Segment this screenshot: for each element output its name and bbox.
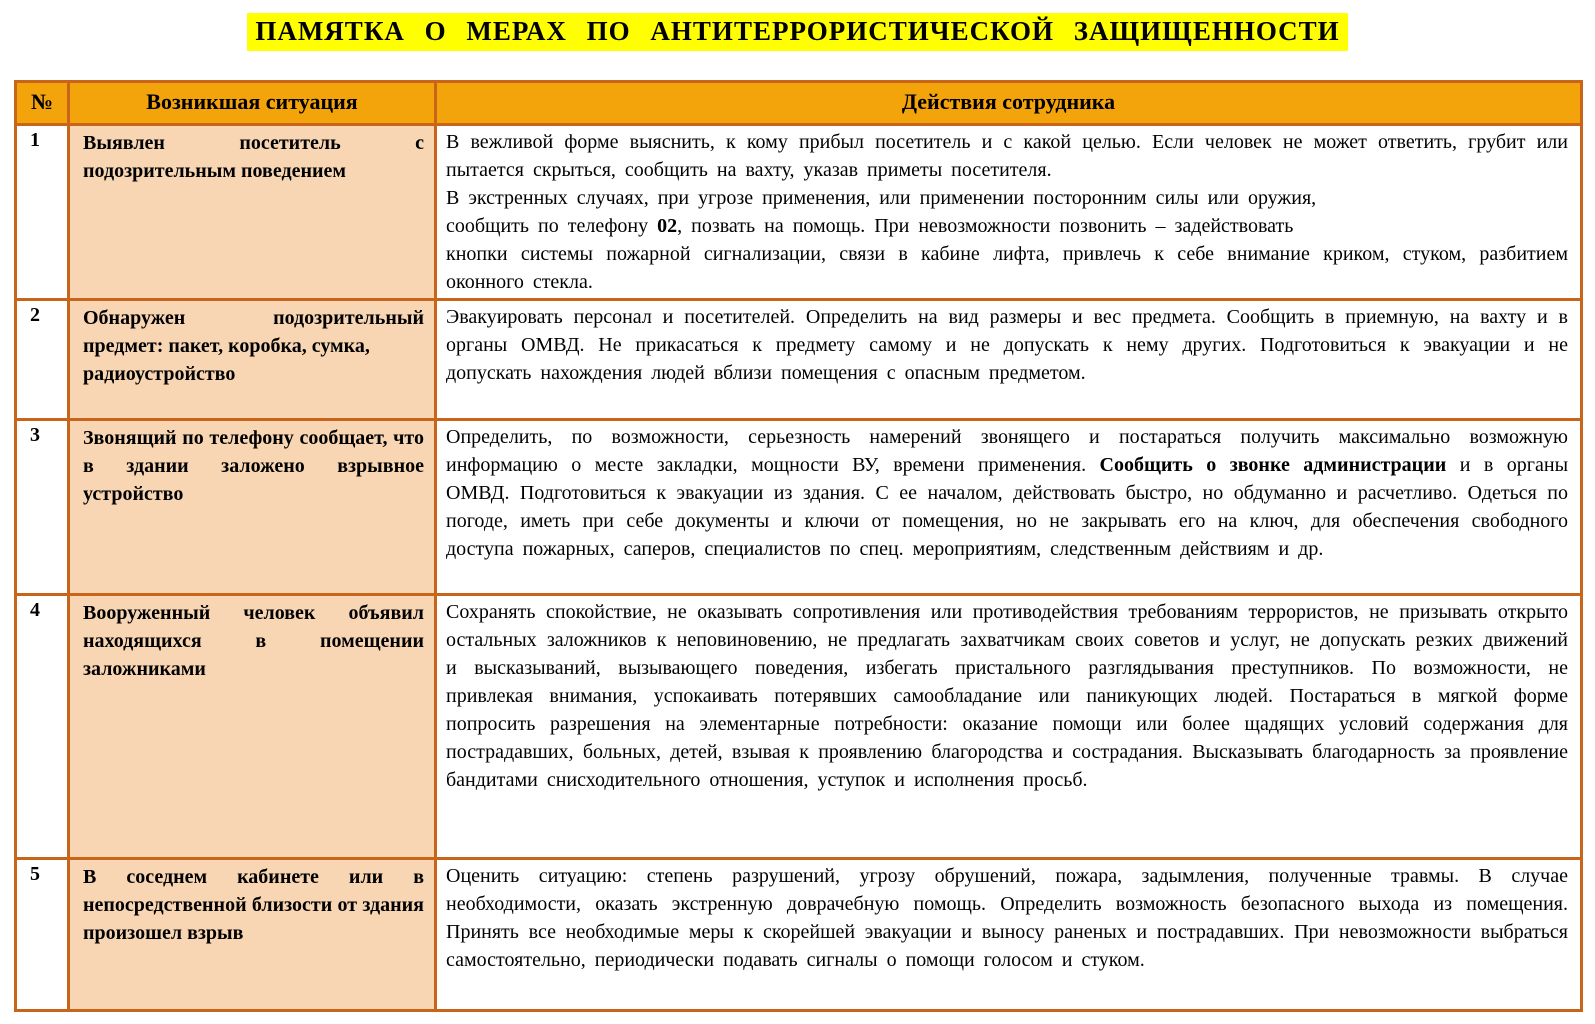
- actions-cell: [436, 125, 1582, 300]
- action-text: сообщить по телефону: [446, 215, 658, 237]
- table-header-row: [16, 82, 1582, 125]
- situation-paragraph: Вооруженный человек объявил находящихся в помещении заложниками: [83, 602, 424, 680]
- row-number: 2: [16, 300, 69, 420]
- situation-cell: [69, 595, 436, 859]
- situation-paragraph: Обнаружен подозрительный предмет: пакет, коробка, сумка,: [83, 307, 424, 357]
- row-number: 3: [16, 420, 69, 595]
- action-text-bold: 02: [657, 215, 678, 237]
- row-number: 4: [16, 595, 69, 859]
- table-row: [16, 859, 1582, 1011]
- action-text: , позвать на помощь. При невозможности позвонить – задействовать: [677, 215, 1294, 237]
- actions-cell: [436, 300, 1582, 420]
- measures-table: [14, 80, 1583, 1012]
- situation-paragraph: радиоустройство: [83, 363, 236, 385]
- document-title: ПАМЯТКА О МЕРАХ ПО АНТИТЕРРОРИСТИЧЕСКОЙ ЗАЩИЩЕННОСТИ: [247, 13, 1347, 51]
- action-paragraph: [446, 128, 1568, 184]
- situation-cell: [69, 420, 436, 595]
- action-text: Эвакуировать персонал и посетителей. Определить на вид размеры и вес предмета. Сообщить в приемную, на вахту и в органы ОМВД. Не прикасаться к предмету самому и не допускать к нему других. Подготовиться к эвакуации и не допускать нахождения людей вблизи помещения с опасным предметом.: [446, 306, 1568, 384]
- action-paragraph: [446, 212, 1568, 240]
- actions-cell: [436, 595, 1582, 859]
- action-paragraph: [446, 303, 1568, 387]
- table-row: [16, 300, 1582, 420]
- col-header-situation: Возникшая ситуация: [69, 82, 436, 125]
- table-row: [16, 420, 1582, 595]
- row-number: 5: [16, 859, 69, 1011]
- action-paragraph: [446, 862, 1568, 974]
- action-text: В экстренных случаях, при угрозе применения, или применении посторонним силы или оружия,: [446, 187, 1317, 209]
- action-text: Определить, по возможности, серьезность намерений звонящего и постараться получить максимально возможную информацию о месте закладки, мощности ВУ, времени применения.: [446, 426, 1568, 476]
- situation-paragraph: Звонящий по телефону сообщает, что в здании заложено взрывное устройство: [83, 427, 424, 505]
- action-paragraph: [446, 423, 1568, 563]
- action-text: В вежливой форме выяснить, к кому прибыл посетитель и с какой целью. Если человек не может ответить, грубит или пытается скрыться, сообщить на вахту, указав приметы посетителя.: [446, 131, 1568, 181]
- situation-paragraph: В соседнем кабинете или в непосредственной близости от здания произошел взрыв: [83, 866, 424, 944]
- action-text: и в органы ОМВД. Подготовиться к эвакуации из здания. С ее началом, действовать быстро, но обдуманно и расчетливо. Одеться по погоде, иметь при себе документы и ключи от помещения, но не закрывать его на ключ, для обеспечения свободного доступа пожарных, саперов, специалистов по спец. мероприятиям, следственным действиям и др.: [446, 454, 1569, 560]
- action-text: Оценить ситуацию: степень разрушений, угрозу обрушений, пожара, задымления, полученные травмы. В случае необходимости, оказать экстренную доврачебную помощь. Определить возможность безопасного выхода из помещения. Принять все необходимые меры к скорейшей эвакуации и выносу раненых и пострадавших. При невозможности выбраться самостоятельно, периодически подавать сигналы о помощи голосом и стуком.: [446, 865, 1568, 971]
- action-text-bold: Сообщить о звонке администрации: [1099, 454, 1447, 476]
- col-header-number: №: [16, 82, 69, 125]
- title-row: [0, 13, 1595, 53]
- situation-cell: [69, 859, 436, 1011]
- situation-cell: [69, 300, 436, 420]
- action-paragraph: [446, 598, 1568, 794]
- situation-cell: [69, 125, 436, 300]
- table-row: [16, 595, 1582, 859]
- action-text: кнопки системы пожарной сигнализации, связи в кабине лифта, привлечь к себе внимание криком, стуком, разбитием оконного стекла.: [446, 243, 1568, 293]
- action-text: Сохранять спокойствие, не оказывать сопротивления или противодействия требованиям террористов, не призывать открыто остальных заложников к неповиновению, не предлагать захватчикам своих советов и услуг, не допускать резких движений и высказываний, вызывающего поведения, избегать пристального разглядывания преступников. По возможности, не привлекая внимания, успокаивать потерявших самообладание или паникующих людей. Постараться в мягкой форме попросить разрешения на элементарные потребности: оказание помощи или более щадящих условий содержания для пострадавших, больных, детей, взывая к проявлению благородства и сострадания. Высказывать благодарность за проявление бандитами снисходительного отношения, уступок и исполнения просьб.: [446, 601, 1568, 791]
- actions-cell: [436, 859, 1582, 1011]
- table-row: [16, 125, 1582, 300]
- action-paragraph: [446, 240, 1568, 296]
- action-paragraph: [446, 184, 1568, 212]
- situation-paragraph: Выявлен посетитель с подозрительным поведением: [83, 132, 424, 182]
- row-number: 1: [16, 125, 69, 300]
- col-header-actions: Действия сотрудника: [436, 82, 1582, 125]
- actions-cell: [436, 420, 1582, 595]
